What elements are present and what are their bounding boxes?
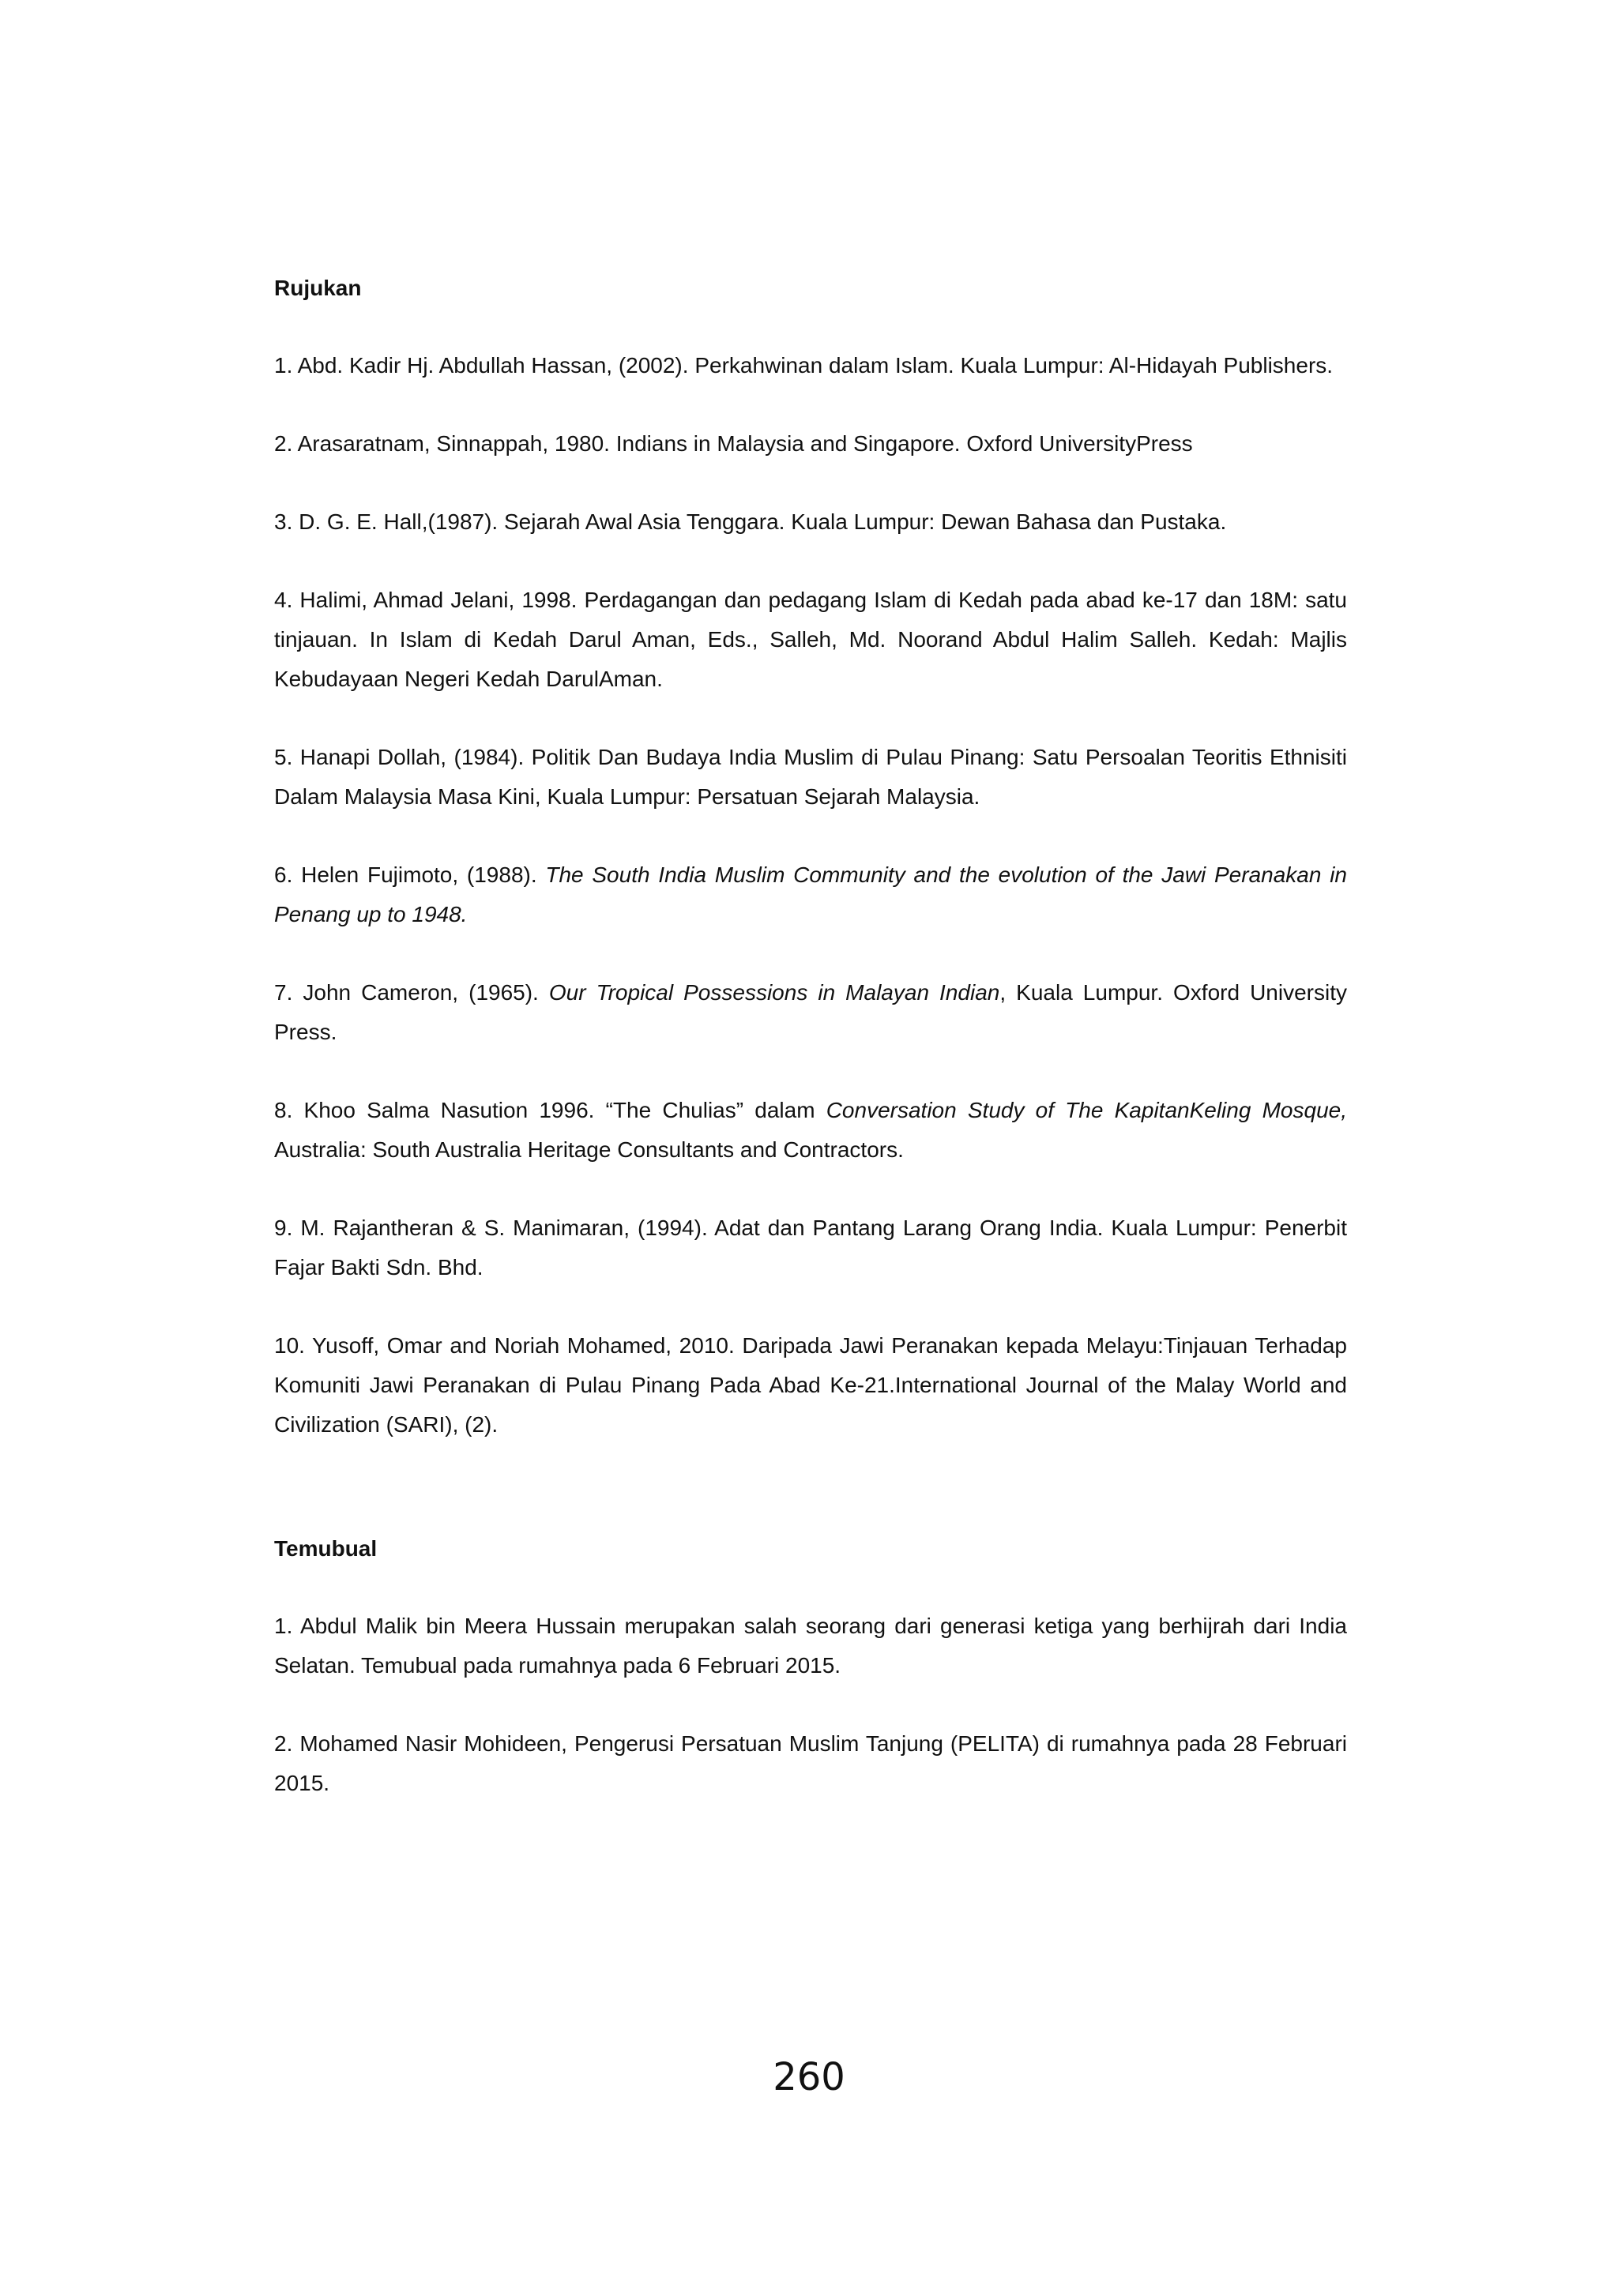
reference-title: The South India Muslim Community and the evolution of the Jawi Peranakan in Penang up to 1948. [274,862,1347,926]
interview-list [274,1606,1347,1803]
page-content [274,269,1347,1842]
reference-item-10 [274,1326,1347,1445]
reference-text: 3. D. G. E. Hall,(1987). Sejarah Awal Asia Tenggara. Kuala Lumpur: Dewan Bahasa dan Pustaka. [274,509,1227,534]
reference-item-3 [274,502,1347,542]
reference-item-7 [274,973,1347,1052]
reference-text: 5. Hanapi Dollah, (1984). Politik Dan Budaya India Muslim di Pulau Pinang: Satu Persoalan Teoritis Ethnisiti Dalam Malaysia Masa Kini, Kuala Lumpur: Persatuan Sejarah Malaysia. [274,745,1347,809]
reference-title: Our Tropical Possessions in Malayan Indian [548,980,1000,1005]
reference-text: 1. Abd. Kadir Hj. Abdullah Hassan, (2002). Perkahwinan dalam Islam. Kuala Lumpur: Al-Hidayah Publishers. [274,353,1334,378]
reference-text: 10. Yusoff, Omar and Noriah Mohamed, 2010. Daripada Jawi Peranakan kepada Melayu:Tinjauan Terhadap Komuniti Jawi Peranakan di Pulau Pinang Pada Abad Ke-21.International Journal of the Malay World and Civilization (SARI), (2). [274,1333,1347,1437]
reference-item-4 [274,581,1347,699]
reference-title: Conversation Study of The KapitanKeling Mosque, [826,1098,1347,1122]
interview-text: 2. Mohamed Nasir Mohideen, Pengerusi Persatuan Muslim Tanjung (PELITA) di rumahnya pada 28 Februari 2015. [274,1731,1347,1795]
reference-item-2 [274,424,1347,464]
reference-text: 9. M. Rajantheran & S. Manimaran, (1994). Adat dan Pantang Larang Orang India. Kuala Lumpur: Penerbit Fajar Bakti Sdn. Bhd. [274,1216,1347,1280]
rujukan-heading: Rujukan [274,276,362,300]
reference-item-8 [274,1091,1347,1170]
reference-item-5 [274,738,1347,817]
reference-item-6 [274,855,1347,934]
reference-text: Australia: South Australia Heritage Consultants and Contractors. [274,1137,904,1162]
page-number: 260 [773,2055,845,2099]
reference-list [274,346,1347,1445]
reference-text: , Kuala Lumpur. Oxford University Press. [274,980,1347,1044]
reference-item-9 [274,1208,1347,1287]
interview-text: 1. Abdul Malik bin Meera Hussain merupakan salah seorang dari generasi ketiga yang berhijrah dari India Selatan. Temubual pada rumahnya pada 6 Februari 2015. [274,1614,1347,1678]
interview-item-2 [274,1724,1347,1803]
reference-text: 4. Halimi, Ahmad Jelani, 1998. Perdagangan dan pedagang Islam di Kedah pada abad ke-17 dan 18M: satu tinjauan. In Islam di Kedah Darul Aman, Eds., Salleh, Md. Noorand Abdul Halim Salleh. Kedah: Majlis Kebudayaan Negeri Kedah DarulAman. [274,588,1347,691]
reference-text: 2. Arasaratnam, Sinnappah, 1980. Indians in Malaysia and Singapore. Oxford UniversityPress [274,431,1193,456]
reference-text: 7. John Cameron, (1965). [274,980,549,1005]
interview-item-1 [274,1606,1347,1685]
reference-text: 6. Helen Fujimoto, (1988). [274,862,546,887]
temubual-heading: Temubual [274,1536,378,1561]
reference-text: 8. Khoo Salma Nasution 1996. “The Chulias” dalam [274,1098,826,1122]
reference-item-1 [274,346,1347,385]
